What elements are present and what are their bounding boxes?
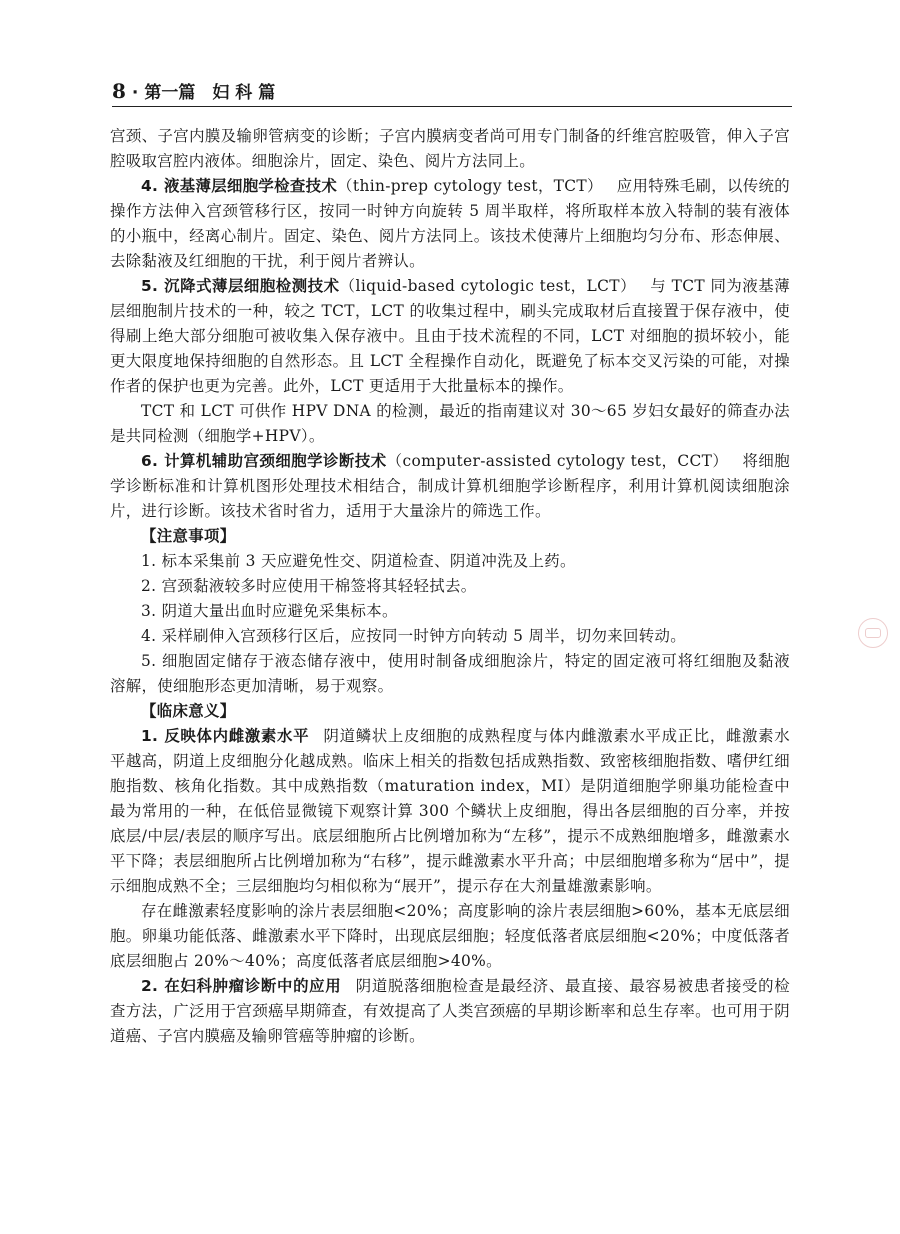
term-tct-english: （thin-prep cytology test，TCT） [337,177,603,195]
term-tct: 4. 液基薄层细胞学检查技术 [141,177,338,195]
term-tumor: 2. 在妇科肿瘤诊断中的应用 [141,977,342,995]
note-item: 2. 宫颈黏液较多时应使用干棉签将其轻轻拭去。 [141,577,477,595]
paragraph-tct-text: 应用特殊毛刷，以传统的操作方法伸入宫颈管移行区，按同一时钟方向旋转 5 周半取样，将所取样本放入特制的装有液体的小瓶中，经离心制片。固定、染色、阅片方法同上。该技术使薄片上细胞均匀分布、形态伸展、去除黏液及红细胞的干扰，利于阅片者辨认。 [110,177,790,270]
note-item: 1. 标本采集前 3 天应避免性交、阴道检查、阴道冲洗及上药。 [141,552,576,570]
term-estrogen: 1. 反映体内雌激素水平 [141,727,310,745]
note-item: 3. 阴道大量出血时应避免采集标本。 [141,602,398,620]
paragraph-lct-text: 与 TCT 同为液基薄层细胞制片技术的一种，较之 TCT，LCT 的收集过程中，刷头完成取材后直接置于保存液中，使得刷上绝大部分细胞可被收集入保存液中。且由于技术流程的不同，LCT 对细胞的损坏较小，能更大限度地保持细胞的自然形态。且 LCT 全程操作自动化，既避免了标本交叉污染的可能，对操作者的保护也更为完善。此外，LCT 更适用于大批量标本的操作。 [110,277,790,395]
running-header [112,78,792,108]
note-item: 4. 采样刷伸入宫颈移行区后，应按同一时钟方向转动 5 周半，切勿来回转动。 [141,627,686,645]
page-number: 8 [112,79,126,103]
watermark-stamp-icon [858,618,888,648]
term-lct-english: （liquid-based cytologic test，LCT） [339,277,637,295]
paragraph: 宫颈、子宫内膜及输卵管病变的诊断；子宫内膜病变者尚可用专门制备的纤维宫腔吸管，伸入子宫腔吸取宫腔内液体。细胞涂片，固定、染色、阅片方法同上。 [110,127,790,170]
clinical-heading: 【临床意义】 [141,702,236,720]
paragraph-cct-text: 将细胞学诊断标准和计算机图形处理技术相结合，制成计算机细胞学诊断程序，利用计算机阅读细胞涂片，进行诊断。该技术省时省力，适用于大量涂片的筛选工作。 [110,452,790,520]
term-lct: 5. 沉降式薄层细胞检测技术 [141,277,340,295]
paragraph-hpv: TCT 和 LCT 可供作 HPV DNA 的检测，最近的指南建议对 30～65 岁妇女最好的筛查办法是共同检测（细胞学+HPV）。 [110,402,790,445]
notes-heading: 【注意事项】 [141,527,236,545]
paragraph-tumor-text: 阴道脱落细胞检查是最经济、最直接、最容易被患者接受的检查方法，广泛用于宫颈癌早期筛查，有效提高了人类宫颈癌的早期诊断率和总生存率。也可用于阴道癌、子宫内膜癌及输卵管癌等肿瘤的诊断。 [110,977,790,1045]
paragraph-tumor [110,974,790,1049]
header-separator: · [131,83,139,103]
section-title: 第一篇 妇 科 篇 [144,83,276,103]
paragraph-estrogen-levels: 存在雌激素轻度影响的涂片表层细胞<20%；高度影响的涂片表层细胞>60%，基本无底层细胞。卵巢功能低落、雌激素水平下降时，出现底层细胞；轻度低落者底层细胞<20%；中度低落者底层细胞占 20%～40%；高度低落者底层细胞>40%。 [110,902,790,970]
header-rule [112,106,792,107]
paragraph-lct [110,274,790,399]
paragraph-estrogen-text: 阴道鳞状上皮细胞的成熟程度与体内雌激素水平成正比，雌激素水平越高，阴道上皮细胞分化越成熟。临床上相关的指数包括成熟指数、致密核细胞指数、嗜伊红细胞指数、核角化指数。其中成熟指数（maturation index，MI）是阴道细胞学卵巢功能检查中最为常用的一种，在低倍显微镜下观察计算 300 个鳞状上皮细胞，得出各层细胞的百分率，并按底层/中层/表层的顺序写出。底层细胞所占比例增加称为“左移”，提示不成熟细胞增多，雌激素水平下降；表层细胞所占比例增加称为“右移”，提示雌激素水平升高；中层细胞增多称为“居中”，提示细胞成熟不全；三层细胞均匀相似称为“展开”，提示存在大剂量雄激素影响。 [110,727,790,895]
page-body [110,124,790,1049]
term-cct: 6. 计算机辅助宫颈细胞学诊断技术 [141,452,387,470]
paragraph-estrogen [110,724,790,899]
note-item: 5. 细胞固定储存于液态储存液中，使用时制备成细胞涂片，特定的固定液可将红细胞及黏液溶解，使细胞形态更加清晰，易于观察。 [110,652,790,695]
paragraph-cct [110,449,790,524]
term-cct-english: （computer-assisted cytology test，CCT） [386,452,729,470]
paragraph-tct [110,174,790,274]
